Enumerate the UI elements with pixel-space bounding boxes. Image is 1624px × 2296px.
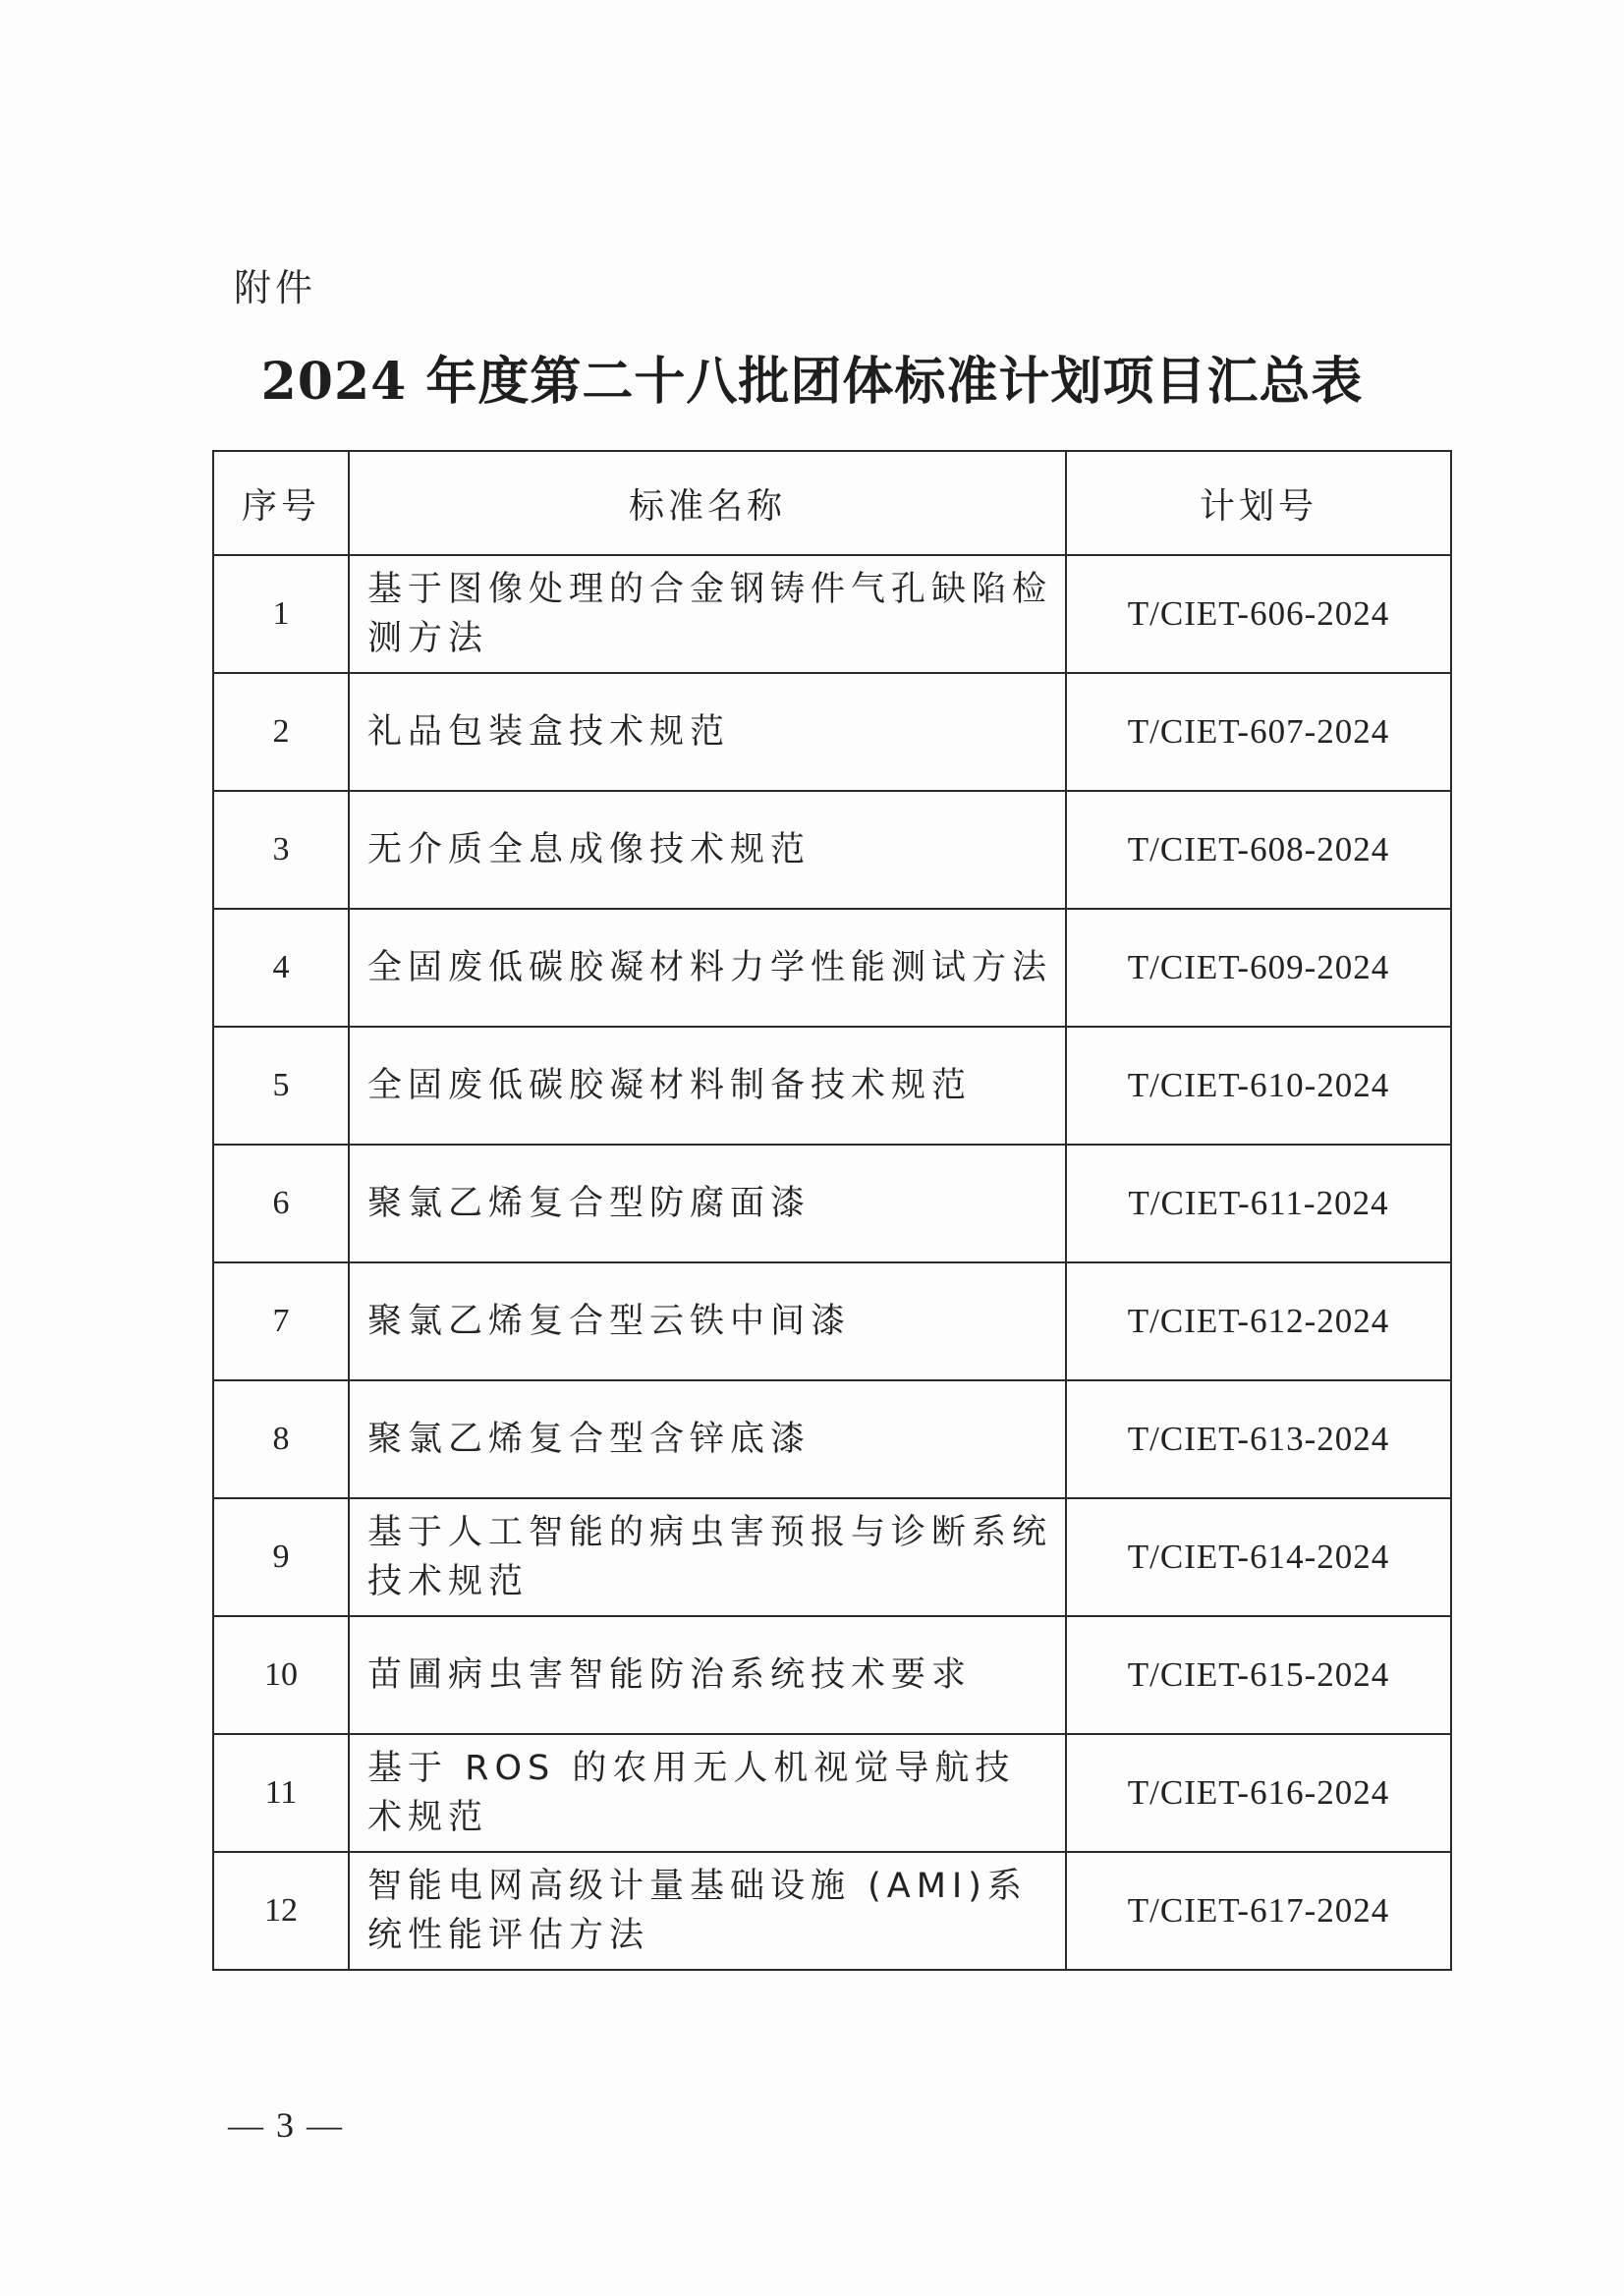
row-standard-name: 基于人工智能的病虫害预报与诊断系统技术规范	[349, 1498, 1066, 1616]
header-plan-number: 计划号	[1066, 451, 1451, 555]
header-name: 标准名称	[349, 451, 1066, 555]
row-plan-number: T/CIET-608-2024	[1066, 791, 1451, 909]
table-header-row	[213, 451, 1451, 555]
row-standard-name: 基于图像处理的合金钢铸件气孔缺陷检测方法	[349, 555, 1066, 673]
table-row	[213, 555, 1451, 673]
row-plan-number: T/CIET-616-2024	[1066, 1734, 1451, 1852]
row-index: 3	[213, 791, 349, 909]
row-plan-number: T/CIET-607-2024	[1066, 673, 1451, 791]
table-row	[213, 673, 1451, 791]
standards-plan-table	[212, 450, 1452, 1971]
page-number: — 3 —	[228, 2105, 344, 2145]
row-standard-name: 聚氯乙烯复合型含锌底漆	[349, 1380, 1066, 1498]
row-standard-name: 聚氯乙烯复合型防腐面漆	[349, 1145, 1066, 1262]
row-standard-name: 智能电网高级计量基础设施 (AMI)系统性能评估方法	[349, 1852, 1066, 1970]
row-plan-number: T/CIET-610-2024	[1066, 1027, 1451, 1145]
table-row	[213, 1734, 1451, 1852]
row-plan-number: T/CIET-611-2024	[1066, 1145, 1451, 1262]
table-row	[213, 1262, 1451, 1380]
table-row	[213, 1616, 1451, 1734]
row-plan-number: T/CIET-614-2024	[1066, 1498, 1451, 1616]
row-standard-name: 基于 ROS 的农用无人机视觉导航技术规范	[349, 1734, 1066, 1852]
table-row	[213, 1498, 1451, 1616]
table-row	[213, 909, 1451, 1027]
row-standard-name: 全固废低碳胶凝材料力学性能测试方法	[349, 909, 1066, 1027]
row-index: 5	[213, 1027, 349, 1145]
row-plan-number: T/CIET-615-2024	[1066, 1616, 1451, 1734]
row-standard-name: 苗圃病虫害智能防治系统技术要求	[349, 1616, 1066, 1734]
row-plan-number: T/CIET-613-2024	[1066, 1380, 1451, 1498]
row-standard-name: 聚氯乙烯复合型云铁中间漆	[349, 1262, 1066, 1380]
table-row	[213, 791, 1451, 909]
row-standard-name: 无介质全息成像技术规范	[349, 791, 1066, 909]
row-plan-number: T/CIET-606-2024	[1066, 555, 1451, 673]
row-plan-number: T/CIET-612-2024	[1066, 1262, 1451, 1380]
row-standard-name: 礼品包装盒技术规范	[349, 673, 1066, 791]
row-index: 6	[213, 1145, 349, 1262]
table-row	[213, 1852, 1451, 1970]
row-index: 12	[213, 1852, 349, 1970]
row-index: 8	[213, 1380, 349, 1498]
header-index: 序号	[213, 451, 349, 555]
row-standard-name: 全固废低碳胶凝材料制备技术规范	[349, 1027, 1066, 1145]
row-index: 11	[213, 1734, 349, 1852]
row-index: 10	[213, 1616, 349, 1734]
table-row	[213, 1027, 1451, 1145]
row-index: 7	[213, 1262, 349, 1380]
table-row	[213, 1145, 1451, 1262]
row-index: 2	[213, 673, 349, 791]
row-plan-number: T/CIET-609-2024	[1066, 909, 1451, 1027]
row-index: 4	[213, 909, 349, 1027]
table-row	[213, 1380, 1451, 1498]
row-plan-number: T/CIET-617-2024	[1066, 1852, 1451, 1970]
row-index: 1	[213, 555, 349, 673]
table-body	[213, 555, 1451, 1970]
attachment-label: 附件	[234, 266, 317, 309]
page-title: 2024 年度第二十八批团体标准计划项目汇总表	[260, 352, 1364, 412]
row-index: 9	[213, 1498, 349, 1616]
